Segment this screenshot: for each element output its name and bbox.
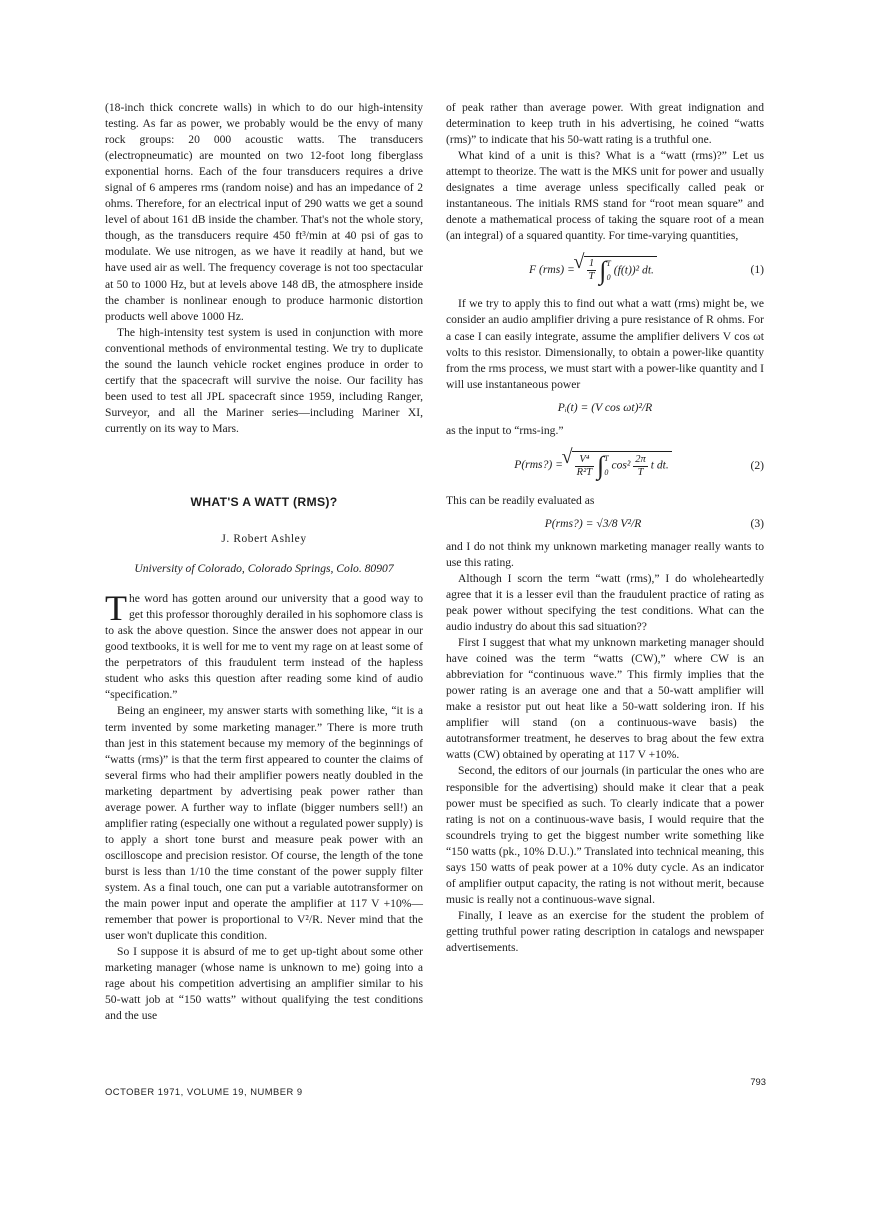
paragraph: of peak rather than average power. With great indignation and determination to keep truth in his advertising, he coined “watts (rms)” to indicate that his 50-watt rating is a truthful one.	[446, 101, 764, 147]
paragraph	[105, 588, 423, 703]
paragraph: Second, the editors of our journals (in particular the ones who are responsible for the advertising) should make it clear that a peak power must be specified as such. To clearly indicate that a power rating is not on a continuous-wave basis, I would require that the scoundrels trying to get the biggest number write something like “150 watts (pk., 10% D.U.).” Translated into technical meaning, this says 150 watts of peak power at a 10% duty cycle. As an indicator of amplifier output capacity, the rating is not without merit, because music is really not a continuous-wave signal.	[446, 764, 764, 906]
equation-2	[446, 439, 764, 493]
left-column	[105, 100, 423, 1024]
eq1-lhs: F (rms) =	[529, 263, 575, 277]
paragraph: First I suggest that what my unknown marketing manager should have coined was the term “watts (CW),” where CW is an abbreviation for “continuous wave.” This firmly implies that the power rating is an average one and that a 50-watt amplifier will make a resistor put out heat like a 50-watt soldering iron. If his amplifier will stand (on a continuous-wave basis) the autotransformer treatment, he deserves to brag about the few extra watts (CW) obtained by operating at 117 V +10%.	[446, 636, 764, 762]
paragraph: Although I scorn the term “watt (rms),” I do wholeheartedly agree that it is a lesser evil than the fraudulent practice of rating as peak power without specifying the test conditions. What can the audio industry do about this sad situation??	[446, 571, 764, 634]
equation-1	[446, 244, 764, 296]
paragraph: What kind of a unit is this? What is a “watt (rms)?” Let us attempt to theorize. The watt is the MKS unit for power and usually designates a time average unless specifically called peak or instantaneous. The initials RMS stand for “root mean square” and denote a mathematical process of taking the square root of a mean (an integral) of a squared quantity. For time-varying quantities,	[446, 149, 764, 243]
page-number: 793	[750, 1076, 766, 1087]
article-title: WHAT'S A WATT (RMS)?	[190, 494, 338, 509]
equation-number: (2)	[750, 458, 764, 472]
paragraph: The high-intensity test system is used in conjunction with more conventional methods of environmental testing. We try to duplicate the sound the launch vehicle rocket engines produce in order to certify that the spacecraft will survive the noise. Our facility has been used to test all JPL spacecraft since 1959, including Ranger, Surveyor, and all the Mariner series—including Mariner XI, currently on its way to Mars.	[105, 325, 423, 435]
equation-3	[446, 509, 764, 539]
paragraph: and I do not think my unknown marketing manager really wants to use this rating.	[446, 539, 764, 569]
eq1-integrand: (f(t))² dt.	[613, 263, 654, 277]
equation-instantaneous-power: Pᵢ(t) = (V cos ωt)²/R	[557, 400, 653, 414]
paragraph: So I suppose it is absurd of me to get up-tight about some other marketing manager (whose name is unknown to me) going into a rage about his competition advertising an amplifier similar to his 50-watt job at “150 watts” without qualifying the test conditions and the use	[105, 945, 423, 1023]
paragraph: as the input to “rms-ing.”	[446, 423, 564, 437]
paragraph: (18-inch thick concrete walls) in which to do our high-intensity testing. As far as power, we probably would be the envy of many rock groups: 20 000 acoustic watts. The transducers (electropneumatic) are mounted on two 12-foot long fiberglass exponential horns. Each of the four transducers requires a drive signal of 6 amperes rms (random noise) and has an impedance of 2 ohms. Therefore, for an electrical input of 290 watts we get a sound level of about 161 dB inside the chamber. That's not the whole story, though, as the transducers require 450 ft³/min at 40 psi of gas to modulate. We use nitrogen, as we have it readily at hand, but we have used air as well. The frequency coverage is not too spectacular at 50 to 1000 Hz, but at levels above 148 dB, the atmosphere inside the chamber is nonlinear enough to produce harmonic distortion products well above 1000 Hz.	[105, 101, 423, 323]
eq3-body: P(rms?) = √3/8 V²/R	[544, 516, 642, 530]
paragraph: If we try to apply this to find out what a watt (rms) might be, we consider an audio amplifier driving a pure resistance of R ohms. For a case I can easily integrate, assume the amplifier delivers V cos ωt volts to this resistor. Dimensionally, to obtain a power-like quantity from the rms process, we must start with a power-like quantity and I will use instantaneous power	[446, 297, 764, 391]
paragraph: Finally, I leave as an exercise for the student the problem of getting truthful power rating description in catalogs and newspaper advertisements.	[446, 908, 764, 954]
article-author: J. Robert Ashley	[221, 533, 307, 546]
drop-cap: T	[105, 588, 127, 629]
journal-footer: OCTOBER 1971, VOLUME 19, NUMBER 9	[105, 1086, 303, 1097]
sqrt-sign: √ $\frac{\text{V⁴}}{\text{R²T}}$ ∫ T 0 cos² $\frac{2\pi}{T}$ t dt.	[572, 451, 672, 480]
eq1-fraction: √ $\frac{1}{T}$	[588, 258, 595, 283]
right-column	[446, 100, 764, 956]
eq2-fraction: √ $\frac{\text{V⁴}}{\text{R²T}}$	[576, 453, 593, 478]
paragraph: Being an engineer, my answer starts with something like, “it is a term invented by some marketing manager.” There is more truth than jest in this statement because my memory of the beginnings of “watts (rms)” is that the term first appeared to counter the claims of several firms who had their amplifier powers neatly doubled in the marketing department by advertising peak power rather than average power. A further way to inflate (bigger numbers sell!) an amplifier rating (especially one without a regulated power supply) is to apply a short tone burst and measure peak power with an oscilloscope and precision resistor. Of course, the length of the tone burst is less than 1/10 the time constant of the power supply filter system. As a final touch, one can put a variable autotransformer on the main power input and operate the amplifier at 117 V +10%—remember that power is proportional to V²/R. Never mind that the user won't duplicate this condition.	[105, 704, 423, 943]
eq2-lhs: P(rms?) =	[514, 458, 563, 472]
equation-number: (1)	[750, 263, 764, 277]
paragraph: This can be readily evaluated as	[446, 493, 595, 507]
paragraph-text: he word has gotten around our university that a good way to get this professor thoroughly derailed in his sophomore class is to ask the above question. Since the answer does not appear in our good textbooks, it is well for me to vent my rage on at least some of the perpetrators of this fraudulent term instead of the hapless student who asks this question after reading some kind of audio “specification.”	[105, 592, 423, 702]
author-affiliation: University of Colorado, Colorado Springs, Colo. 80907	[134, 562, 394, 576]
eq2-inner-fraction: $\frac{2\pi}{T}$	[635, 453, 646, 478]
equation-number: (3)	[750, 516, 764, 530]
sqrt-sign: √ $\frac{1}{T}$ ∫ T 0 (f(t))² dt.	[584, 256, 657, 285]
